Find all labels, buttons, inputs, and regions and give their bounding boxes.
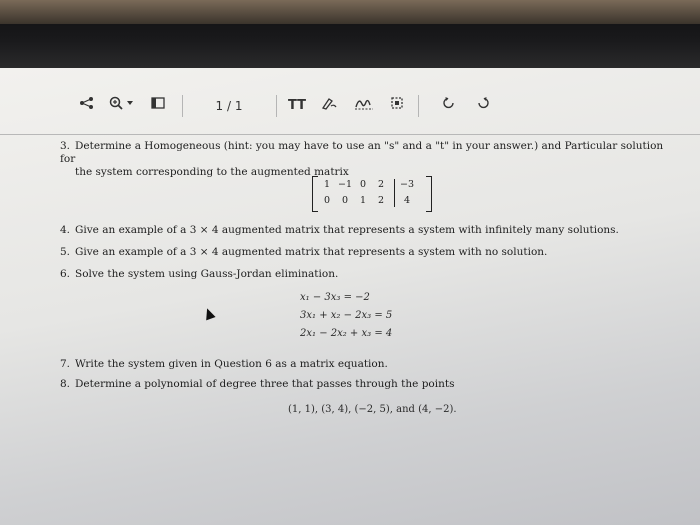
matrix-bracket-left: [312, 176, 318, 212]
device-bezel: [0, 0, 700, 68]
zoom-dropdown[interactable]: [108, 96, 138, 116]
question-text: Determine a Homogeneous (hint: you may have to use an "s" and a "t" in your answer.) and Particular solution for: [60, 140, 664, 165]
highlighter-icon[interactable]: [318, 96, 340, 116]
crop-box-icon[interactable]: [388, 96, 406, 116]
question-text: Write the system given in Question 6 as a matrix equation.: [75, 358, 388, 370]
question-number: 7.: [60, 358, 71, 370]
question-number: 8.: [60, 378, 71, 390]
toolbar-divider: [418, 95, 419, 117]
pdf-toolbar: [0, 68, 700, 135]
matrix-cell: 0: [341, 195, 349, 206]
question-text: Give an example of a 3 × 4 augmented matrix that represents a system with infinitely many solutions.: [75, 224, 619, 236]
pdf-document-page: [0, 134, 700, 525]
rotate-left-icon[interactable]: [440, 96, 458, 116]
matrix-cell: −1: [338, 179, 353, 190]
page-current: 1: [215, 99, 224, 113]
rotate-right-icon[interactable]: [474, 96, 492, 116]
matrix-bracket-right: [426, 176, 432, 212]
share-icon[interactable]: [78, 96, 96, 116]
page-total: 1: [234, 99, 243, 113]
matrix-cell: −3: [400, 179, 415, 190]
matrix-cell: 0: [359, 179, 367, 190]
toolbar-divider: [182, 95, 183, 117]
question-text: Determine a polynomial of degree three that passes through the points: [75, 378, 455, 390]
question-5: [60, 246, 680, 259]
points-list: (1, 1), (3, 4), (−2, 5), and (4, −2).: [288, 404, 457, 415]
matrix-cell: 0: [323, 195, 331, 206]
bezel-top-strip: [0, 0, 700, 24]
matrix-cell: 1: [323, 179, 331, 190]
sidebar-toggle-icon[interactable]: [150, 96, 166, 116]
question-text-cont: the system corresponding to the augmented matrix: [75, 166, 349, 178]
system-equation-3: 2x₁ − 2x₂ + x₃ = 4: [300, 328, 393, 339]
question-6: [60, 268, 680, 281]
matrix-cell: 2: [377, 179, 385, 190]
question-number: 4.: [60, 224, 71, 236]
toolbar-divider: [276, 95, 277, 117]
question-7: [60, 358, 680, 371]
question-number: 5.: [60, 246, 71, 258]
signature-icon[interactable]: [352, 96, 376, 116]
question-text: Give an example of a 3 × 4 augmented matrix that represents a system with no solution.: [75, 246, 548, 258]
text-size-button[interactable]: TT: [287, 98, 307, 113]
page-separator: /: [226, 99, 232, 113]
question-text: Solve the system using Gauss-Jordan elimination.: [75, 268, 339, 280]
question-8: [60, 378, 680, 391]
question-3: [60, 140, 680, 179]
question-number: 3.: [60, 140, 71, 152]
screen: [0, 68, 700, 525]
system-equation-1: x₁ − 3x₃ = −2: [300, 292, 370, 303]
matrix-cell: 1: [359, 195, 367, 206]
augment-bar: [394, 179, 395, 207]
page-indicator[interactable]: [196, 96, 262, 116]
question-number: 6.: [60, 268, 71, 280]
system-equation-2: 3x₁ + x₂ − 2x₃ = 5: [300, 310, 393, 321]
question-4: [60, 224, 680, 237]
matrix-cell: 2: [377, 195, 385, 206]
matrix-cell: 4: [403, 195, 411, 206]
augmented-matrix: [312, 176, 432, 212]
